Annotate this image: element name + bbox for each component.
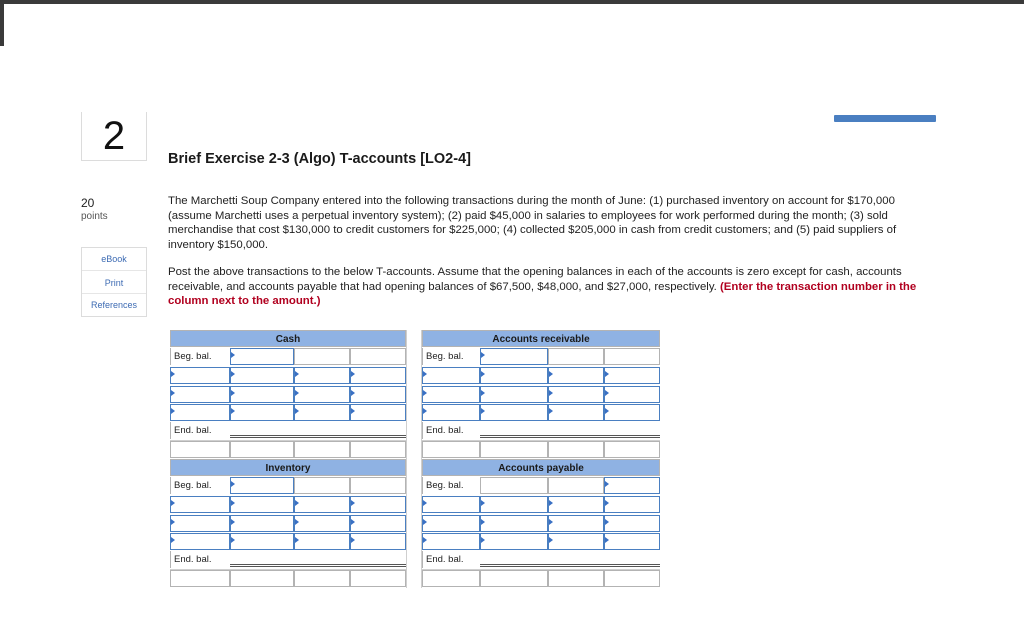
- ar-end-cell: [480, 441, 548, 458]
- ap-debit-cell: [480, 477, 548, 494]
- ar-txn-input[interactable]: [548, 367, 604, 384]
- ar-txn-input[interactable]: [548, 386, 604, 403]
- column-gap: [406, 459, 422, 588]
- ar-end-cell: [548, 441, 604, 458]
- ar-credit-input[interactable]: [604, 386, 660, 403]
- cash-end-label: End. bal.: [170, 422, 230, 439]
- ar-debit-input[interactable]: [480, 386, 548, 403]
- ap-end-cell: [548, 570, 604, 587]
- total-underline: [230, 564, 406, 567]
- cash-credit-cell: [350, 348, 406, 365]
- ar-credit-input[interactable]: [604, 404, 660, 421]
- divider: [82, 270, 146, 271]
- ap-end-cell: [422, 570, 480, 587]
- question-number: 2: [81, 112, 147, 161]
- inventory-credit-cell: [350, 477, 406, 494]
- exercise-title: Brief Exercise 2-3 (Algo) T-accounts [LO2-4]: [168, 151, 471, 167]
- ap-txn-input[interactable]: [422, 533, 480, 550]
- ar-txn-input[interactable]: [548, 404, 604, 421]
- ar-beg-amount-input[interactable]: [480, 348, 548, 365]
- cash-end-cell: [350, 441, 406, 458]
- cash-txn-input[interactable]: [170, 404, 230, 421]
- exercise-intro: The Marchetti Soup Company entered into the following transactions during the month of June: (1) purchased inventory on account for $170,000 (assume Marchetti uses a perpetual inventory system); (2) paid $45,000 in salaries to employees for work performed during the month; (3) sold merchandise that cost $130,000 to credit customers for $225,000; (4) collected $205,000 in cash from credit customers; and (5) paid suppliers of inventory $150,000.: [168, 195, 897, 251]
- inventory-beg-label: Beg. bal.: [170, 477, 230, 494]
- cash-debit-input[interactable]: [230, 386, 294, 403]
- cash-txn-input[interactable]: [170, 386, 230, 403]
- taccount-panel-top: [170, 330, 660, 459]
- ar-credit-input[interactable]: [604, 367, 660, 384]
- inventory-txn-input[interactable]: [294, 496, 350, 513]
- total-underline: [480, 435, 660, 438]
- ar-debit-input[interactable]: [480, 404, 548, 421]
- column-gap: [406, 330, 422, 459]
- total-underline: [480, 564, 660, 567]
- ar-end-label: End. bal.: [422, 422, 480, 439]
- ar-txn-input[interactable]: [422, 367, 480, 384]
- ap-txn-input[interactable]: [548, 515, 604, 532]
- ap-txn-input[interactable]: [422, 496, 480, 513]
- inventory-debit-input[interactable]: [230, 496, 294, 513]
- inventory-txn-input[interactable]: [170, 496, 230, 513]
- ar-txn-input[interactable]: [422, 386, 480, 403]
- ap-debit-input[interactable]: [480, 515, 548, 532]
- references-link[interactable]: References: [90, 300, 138, 310]
- instruction-emphasis: (Enter the transaction number in the column next to the amount.): [168, 280, 917, 308]
- inventory-txn-input[interactable]: [170, 533, 230, 550]
- inventory-end-cell: [350, 570, 406, 587]
- ar-end-cell: [422, 441, 480, 458]
- cash-beg-label: Beg. bal.: [170, 348, 230, 365]
- ap-txn-input[interactable]: [548, 533, 604, 550]
- accounts-receivable-header: Accounts receivable: [422, 330, 660, 347]
- inventory-end-cell: [230, 570, 294, 587]
- exercise-instruction: [168, 265, 928, 309]
- inventory-txn-input[interactable]: [170, 515, 230, 532]
- inventory-txn-input[interactable]: [294, 533, 350, 550]
- submit-button-bar[interactable]: [834, 115, 936, 122]
- ap-credit-input[interactable]: [604, 496, 660, 513]
- cash-txn-input[interactable]: [170, 367, 230, 384]
- ar-credit-cell: [548, 348, 604, 365]
- inventory-credit-input[interactable]: [350, 533, 406, 550]
- ar-beg-label: Beg. bal.: [422, 348, 480, 365]
- cash-header: Cash: [170, 330, 406, 347]
- instruction-text: Post the above transactions to the below T-accounts. Assume that the opening balances in each of the accounts is zero except for cash, accounts receivable, and accounts payable that had opening balances of $67,500, $48,000, and $27,000, respectively.: [168, 266, 902, 293]
- ap-end-label: End. bal.: [422, 551, 480, 568]
- inventory-credit-input[interactable]: [350, 496, 406, 513]
- ar-credit-cell: [604, 348, 660, 365]
- inventory-end-cell: [170, 570, 230, 587]
- ap-beg-label: Beg. bal.: [422, 477, 480, 494]
- cash-beg-amount-input[interactable]: [230, 348, 294, 365]
- resource-links-panel: [81, 247, 147, 317]
- cash-debit-input[interactable]: [230, 367, 294, 384]
- inventory-beg-amount-input[interactable]: [230, 477, 294, 494]
- inventory-end-label: End. bal.: [170, 551, 230, 568]
- cash-credit-input[interactable]: [350, 404, 406, 421]
- inventory-end-cell: [294, 570, 350, 587]
- taccount-panel-bottom: [170, 459, 660, 588]
- points-value: 20: [81, 196, 95, 210]
- cash-txn-input[interactable]: [294, 404, 350, 421]
- ebook-link[interactable]: eBook: [101, 254, 127, 264]
- accounts-payable-header: Accounts payable: [422, 459, 660, 476]
- ap-credit-input[interactable]: [604, 533, 660, 550]
- ap-debit-input[interactable]: [480, 533, 548, 550]
- ap-txn-input[interactable]: [548, 496, 604, 513]
- ap-end-cell: [480, 570, 548, 587]
- cash-credit-input[interactable]: [350, 386, 406, 403]
- top-border: [0, 0, 1024, 4]
- top-left-border: [0, 0, 4, 46]
- ap-txn-input[interactable]: [422, 515, 480, 532]
- ap-end-cell: [604, 570, 660, 587]
- ar-end-cell: [604, 441, 660, 458]
- ap-beg-amount-input[interactable]: [604, 477, 660, 494]
- divider: [82, 293, 146, 294]
- cash-end-cell: [170, 441, 230, 458]
- cash-credit-input[interactable]: [350, 367, 406, 384]
- cash-end-cell: [294, 441, 350, 458]
- ar-txn-input[interactable]: [422, 404, 480, 421]
- points-label: points: [81, 211, 108, 222]
- cash-txn-input[interactable]: [294, 367, 350, 384]
- cash-credit-cell: [294, 348, 350, 365]
- cash-txn-input[interactable]: [294, 386, 350, 403]
- ap-debit-input[interactable]: [480, 496, 548, 513]
- cash-debit-input[interactable]: [230, 404, 294, 421]
- inventory-debit-input[interactable]: [230, 533, 294, 550]
- print-link[interactable]: Print: [104, 278, 124, 288]
- inventory-txn-input[interactable]: [294, 515, 350, 532]
- ar-debit-input[interactable]: [480, 367, 548, 384]
- cash-end-cell: [230, 441, 294, 458]
- ap-debit-cell: [548, 477, 604, 494]
- inventory-header: Inventory: [170, 459, 406, 476]
- ap-credit-input[interactable]: [604, 515, 660, 532]
- inventory-debit-input[interactable]: [230, 515, 294, 532]
- inventory-credit-cell: [294, 477, 350, 494]
- inventory-credit-input[interactable]: [350, 515, 406, 532]
- total-underline: [230, 435, 406, 438]
